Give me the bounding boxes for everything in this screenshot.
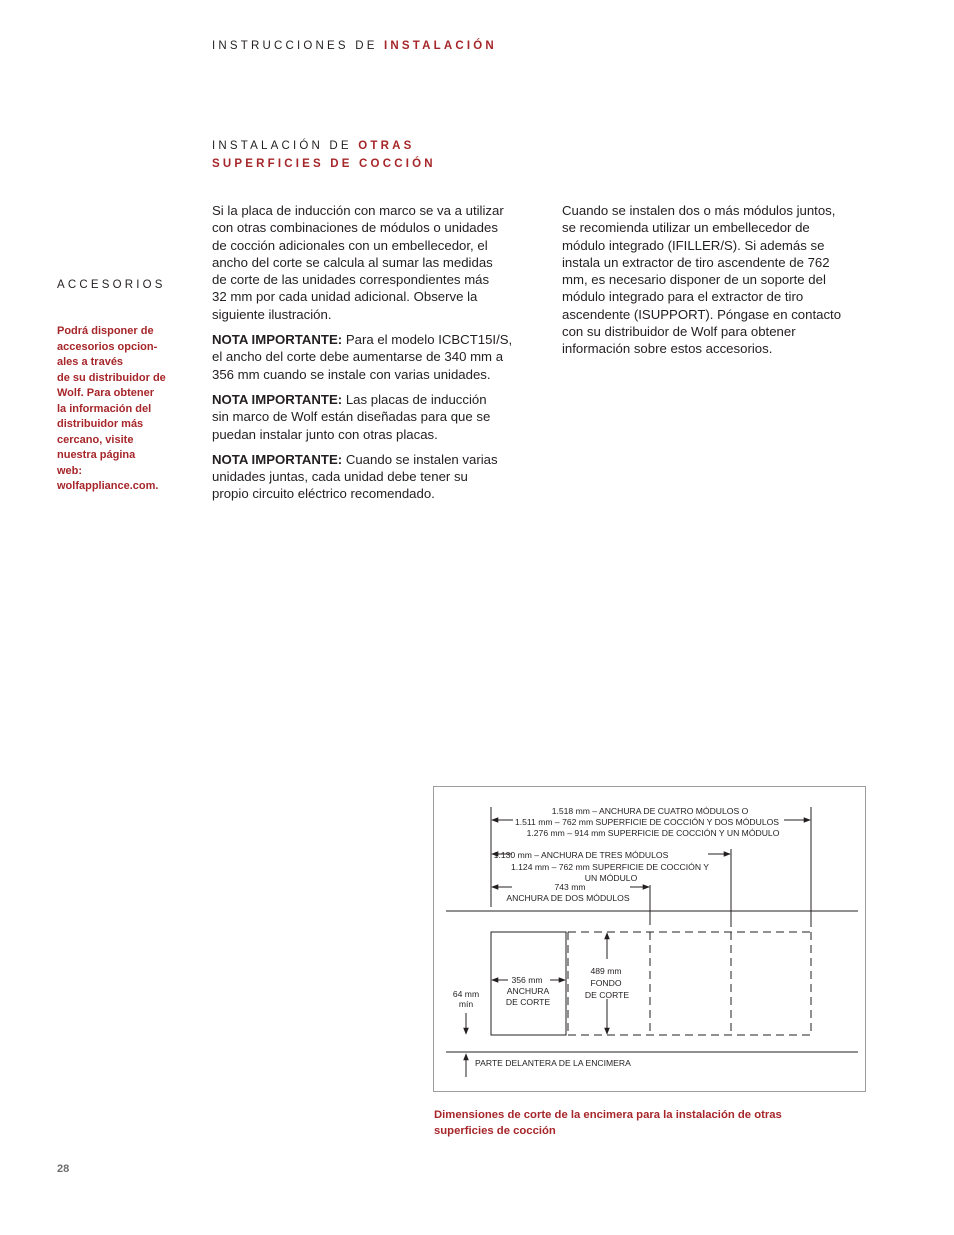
running-header-highlight: INSTALACIÓN [383,40,497,52]
section-title-highlight-1: OTRAS [358,140,415,152]
text-line: ascendente (ISUPPORT). Póngase en contacto [562,306,842,322]
cutout-depth-line-1: 489 mm [590,966,622,976]
cutout-width-line-2: ANCHURA [506,986,550,996]
note-label: NOTA IMPORTANTE: [212,451,343,467]
text-line: Si la placa de inducción con marco se va a utilizar [212,203,504,218]
cutout-width-line-3: DE CORTE [505,997,551,1007]
important-note-1 [212,331,542,383]
cutout-depth-line-3: DE CORTE [584,990,630,1000]
text-line: puedan instalar junto con otras placas. [212,426,438,442]
text-line: propio circuito eléctrico recomendado. [212,486,435,502]
dim3-line-1: 743 mm [554,882,586,892]
text-line [212,331,542,348]
note-text: Las placas de inducción [345,391,487,407]
sidebar-heading: ACCESORIOS [57,279,166,291]
section-title [212,138,436,173]
dim2-line-2: 1.124 mm – 762 mm SUPERFICIE DE COCCIÓN Y [510,862,710,872]
running-header [212,40,497,52]
text-line: unidades juntas, cada unidad debe tener su [212,469,468,485]
counter-front-label: PARTE DELANTERA DE LA ENCIMERA [475,1058,631,1068]
min-setback-line-2: mín [458,999,474,1009]
dim1-line-2: 1.511 mm – 762 mm SUPERFICIE DE COCCIÓN Y DOS MÓDULOS [514,817,780,827]
sidebar-note-line: nuestra página [57,449,136,461]
text-line: ancho del corte se calcula al sumar las medidas [212,254,493,270]
intro-paragraph [212,202,542,323]
text-line: de corte de las unidades correspondientes más [212,272,490,288]
page-number: 28 [57,1163,70,1175]
text-line [212,391,542,408]
note-label: NOTA IMPORTANTE: [212,332,343,348]
cutout-diagram [433,786,866,1092]
text-line: siguiente ilustración. [212,306,332,322]
cutout-width-line-1: 356 mm [511,975,543,985]
sidebar-note [57,324,192,495]
section-title-highlight-2: SUPERFICIES DE COCCIÓN [212,157,436,170]
sidebar-note-line: la información del [57,402,152,415]
caption-line: Dimensiones de corte de la encimera para la instalación de otras [434,1109,782,1121]
sidebar-note-line: de su distribuidor de [57,371,166,384]
note-label: NOTA IMPORTANTE: [212,391,343,407]
important-note-2 [212,391,542,443]
text-line: información sobre estos accesorios. [562,341,773,357]
important-note-3 [212,451,542,503]
note-text: Cuando se instalen varias [345,451,498,467]
body-column-1 [212,202,542,511]
sidebar-note-line: accesorios opcion- [57,340,158,353]
section-title-prefix: INSTALACIÓN DE [212,140,352,152]
sidebar-note-line: Podrá disponer de [57,325,154,337]
sidebar-note-line: distribuidor más [57,418,144,430]
text-line: se recomienda utilizar un embellecedor de [562,220,810,236]
note-text: Para el modelo ICBCT15I/S, [345,332,513,348]
cutout-diagram-svg [434,787,867,1093]
figure-caption [434,1107,854,1139]
sidebar-note-line: cercano, visite [57,433,134,446]
dim3-line-2: ANCHURA DE DOS MÓDULOS [506,893,630,903]
text-line: instala un extractor de tiro ascendente de 762 [562,254,830,270]
text-line: Cuando se instalen dos o más módulos juntos, [562,203,836,218]
min-setback-line-1: 64 mm [452,989,480,999]
text-line: el ancho del corte debe aumentarse de 340 mm a [212,349,504,365]
text-line [212,451,542,468]
cutout-depth-line-2: FONDO [590,978,622,988]
text-line: con su distribuidor de Wolf para obtener [562,324,796,340]
caption-line: superficies de cocción [434,1125,556,1137]
dim2-line-3: UN MÓDULO [584,873,638,883]
sidebar-note-line: Wolf. Para obtener [57,387,154,399]
sidebar-note-line: ales a través [57,356,124,368]
text-line: módulo integrado (IFILLER/S). Si además se [562,237,825,253]
text-line: con otras combinaciones de módulos o unidades [212,220,498,236]
dim2-line-1: 1.130 mm – ANCHURA DE TRES MÓDULOS [493,850,669,860]
text-line: de cocción adicionales con un embellecedor, el [212,237,488,253]
dim1-line-3: 1.276 mm – 914 mm SUPERFICIE DE COCCIÓN Y UN MÓDULO [526,828,780,838]
text-line: sin marco de Wolf están diseñadas para que se [212,409,491,425]
text-line: mm, es necesario disponer de un soporte del [562,272,826,288]
text-line: módulo integrado para el extractor de tiro [562,289,804,305]
running-header-prefix: INSTRUCCIONES DE [212,40,378,52]
sidebar-note-link[interactable]: wolfappliance.com. [57,480,159,492]
body-column-2 [562,202,872,366]
accessories-paragraph [562,202,872,358]
sidebar-note-line: web: [57,464,83,477]
text-line: 356 mm cuando se instale con varias unidades. [212,366,491,382]
text-line: 32 mm por cada unidad adicional. Observe la [212,289,478,305]
dim1-line-1: 1.518 mm – ANCHURA DE CUATRO MÓDULOS O [551,806,749,816]
